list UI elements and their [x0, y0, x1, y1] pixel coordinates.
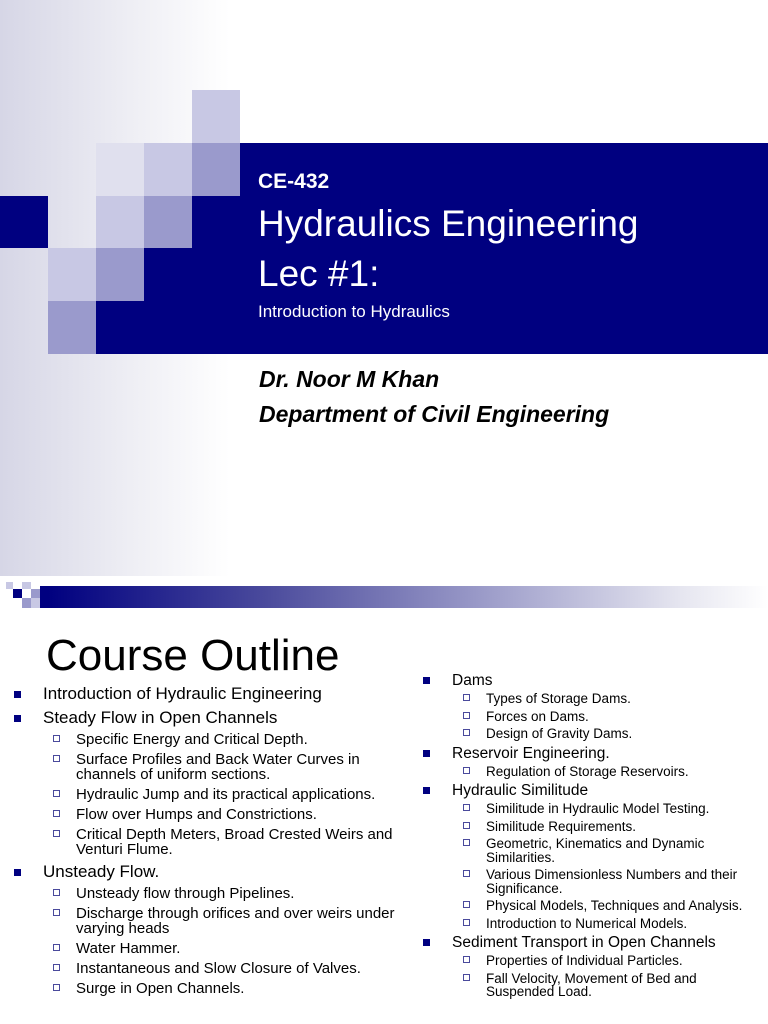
outline-subitem: Types of Storage Dams.	[418, 692, 768, 706]
outline-left-column	[0, 684, 400, 1001]
title-line-1: Hydraulics Engineering	[258, 203, 639, 244]
outline-subitem: Hydraulic Jump and its practical applications.	[0, 787, 400, 802]
outline-item: Dams	[418, 672, 768, 689]
department-name: Department of Civil Engineering	[259, 401, 610, 427]
decor-square	[192, 90, 240, 143]
title-line-2: Lec #1:	[258, 253, 380, 294]
outline-subitem: Critical Depth Meters, Broad Crested Weirs and Venturi Flume.	[0, 827, 400, 857]
author-name: Dr. Noor M Khan	[259, 366, 440, 392]
decor-square	[192, 143, 240, 196]
decor-square	[6, 582, 13, 589]
course-code: CE-432	[258, 170, 330, 193]
outline-subitem: Design of Gravity Dams.	[418, 727, 768, 741]
outline-item: Steady Flow in Open Channels	[0, 708, 400, 728]
outline-subitem: Unsteady flow through Pipelines.	[0, 886, 400, 901]
decor-square	[40, 586, 48, 608]
outline-subitem: Physical Models, Techniques and Analysis.	[418, 899, 768, 913]
decor-square	[96, 196, 144, 248]
outline-item: Reservoir Engineering.	[418, 745, 768, 762]
decor-square	[31, 589, 40, 598]
decor-square	[22, 582, 31, 589]
decor-square	[144, 196, 192, 248]
decor-square	[31, 598, 40, 608]
outline-right-column	[418, 672, 768, 1003]
outline-subitem: Discharge through orifices and over weirs under varying heads	[0, 906, 400, 936]
outline-title: Course Outline	[46, 631, 340, 680]
outline-subitem: Surface Profiles and Back Water Curves in channels of uniform sections.	[0, 752, 400, 782]
lecture-subtitle: Introduction to Hydraulics	[258, 302, 450, 321]
decor-square	[96, 143, 144, 196]
outline-subitem: Introduction to Numerical Models.	[418, 917, 768, 931]
decor-square	[22, 598, 31, 608]
outline-item: Introduction of Hydraulic Engineering	[0, 684, 400, 704]
decor-square	[48, 248, 96, 301]
outline-subitem: Similitude Requirements.	[418, 820, 768, 834]
outline-subitem: Fall Velocity, Movement of Bed and Suspended Load.	[418, 972, 768, 999]
outline-subitem: Various Dimensionless Numbers and their Significance.	[418, 868, 768, 895]
outline-subitem: Similitude in Hydraulic Model Testing.	[418, 802, 768, 816]
decor-square	[48, 301, 96, 354]
outline-subitem: Surge in Open Channels.	[0, 981, 400, 996]
outline-subitem: Properties of Individual Particles.	[418, 954, 768, 968]
outline-subitem: Flow over Humps and Constrictions.	[0, 807, 400, 822]
outline-subitem: Forces on Dams.	[418, 710, 768, 724]
lecture-title	[258, 199, 638, 299]
gradient-stripe	[48, 586, 768, 608]
outline-subitem: Water Hammer.	[0, 941, 400, 956]
outline-item: Hydraulic Similitude	[418, 782, 768, 799]
decor-square	[96, 248, 144, 301]
outline-subitem: Regulation of Storage Reservoirs.	[418, 765, 768, 779]
decor-square	[13, 589, 22, 598]
outline-subitem: Geometric, Kinematics and Dynamic Similarities.	[418, 837, 768, 864]
left-navy-bar	[0, 196, 48, 248]
outline-item: Sediment Transport in Open Channels	[418, 934, 768, 951]
decor-square	[144, 143, 192, 196]
outline-item: Unsteady Flow.	[0, 862, 400, 882]
outline-subitem: Instantaneous and Slow Closure of Valves.	[0, 961, 400, 976]
outline-subitem: Specific Energy and Critical Depth.	[0, 732, 400, 747]
course-outline-slide	[0, 576, 768, 1024]
